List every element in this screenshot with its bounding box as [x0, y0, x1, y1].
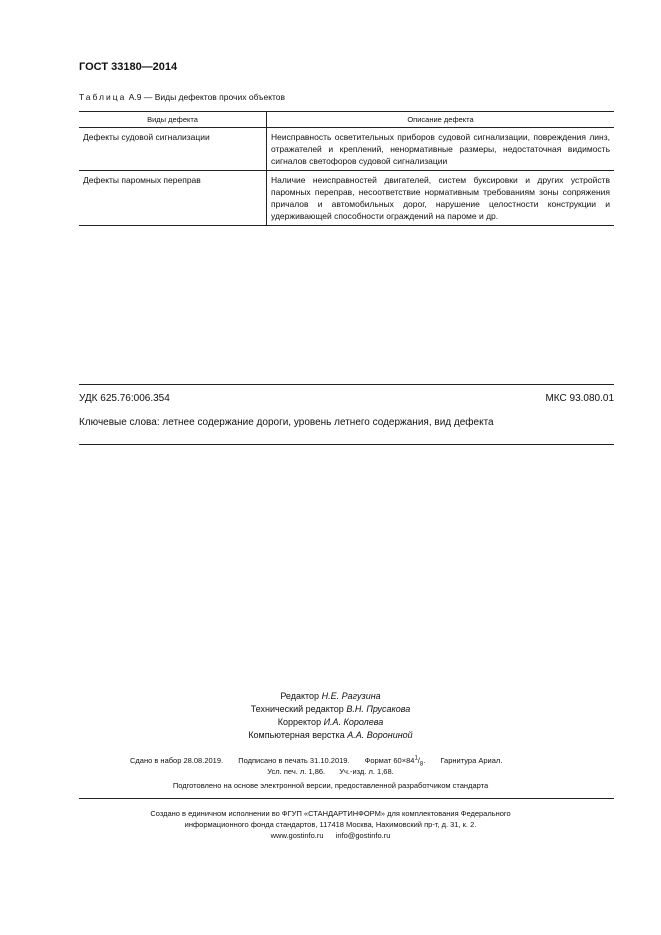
editor-label: Редактор — [280, 691, 320, 701]
table-caption-number: А.9 — [128, 92, 142, 102]
defect-description-cell: Неисправность осветительных приборов судовой сигнализации, повреждения линз, отражателей и креплений, ненормативные размеры, недостаточная видимость сигналов светофоров судовой сигнализации — [267, 128, 615, 171]
publisher-line-2: информационного фонда стандартов, 117418 Москва, Нахимовский пр-т, д. 31, к. 2. — [184, 820, 477, 829]
website-link[interactable]: www.gostinfo.ru — [270, 831, 324, 840]
editor-line — [0, 690, 661, 703]
table-caption-label: Таблица — [79, 92, 127, 102]
divider-top — [79, 384, 614, 385]
sheet-counts — [0, 767, 661, 776]
column-header-defect-type: Виды дефекта — [79, 112, 267, 128]
publication-details — [130, 755, 515, 767]
defect-description-cell: Наличие неисправностей двигателей, систем буксировки и других устройств паромных переправ, несоответствие нормативным требованиям зоны сопряжения причалов и автомобильных дорог, нарушение целостности конструкции и удерживающей способности ограждений на пароме и др. — [267, 171, 615, 226]
table-header-row — [79, 112, 614, 128]
typeface: Гарнитура Ариал. — [440, 755, 503, 765]
credits-block — [0, 690, 661, 742]
editor-name: Н.Е. Рагузина — [321, 691, 381, 701]
divider-bottom — [79, 444, 614, 445]
table-row — [79, 171, 614, 226]
defect-type-cell: Дефекты судовой сигнализации — [79, 128, 267, 171]
table-row — [79, 128, 614, 171]
mks-code: МКС 93.080.01 — [545, 393, 614, 404]
paper-format: Формат $60\times 84^1/_8$. — [364, 755, 426, 767]
publisher-line-1: Создано в единичном исполнении во ФГУП «СТАНДАРТИНФОРМ» для комплектования Федерального — [150, 809, 511, 818]
table-caption — [79, 92, 285, 102]
divider-publication — [79, 798, 614, 799]
format-numerator: 1 — [414, 755, 418, 761]
column-header-defect-description: Описание дефекта — [267, 112, 615, 128]
udk-code: УДК 625.76:006.354 — [79, 393, 170, 404]
publisher-contacts — [0, 830, 661, 841]
prepared-note: Подготовлено на основе электронной версии, предоставленной разработчиком стандарта — [172, 781, 489, 790]
table-caption-title: — Виды дефектов прочих объектов — [143, 92, 286, 102]
print-sheets: Усл. печ. л. 1,86. — [267, 767, 326, 776]
proofreader-name: И.А. Королева — [323, 717, 384, 727]
submitted-date: Сдано в набор 28.08.2019. — [130, 755, 224, 765]
standard-number: ГОСТ 33180—2014 — [79, 61, 178, 73]
tech-editor-line — [0, 703, 661, 716]
tech-editor-name: В.Н. Прусакова — [346, 704, 411, 714]
proofreader-label: Корректор — [277, 717, 322, 727]
layout-label: Компьютерная верстка — [248, 730, 345, 740]
publisher-info — [0, 808, 661, 841]
format-suffix: . — [423, 755, 426, 765]
defects-table — [79, 111, 614, 226]
keywords: Ключевые слова: летнее содержание дороги, уровень летнего содержания, вид дефекта — [79, 417, 494, 428]
tech-editor-label: Технический редактор — [250, 704, 344, 714]
defect-type-cell: Дефекты паромных переправ — [79, 171, 267, 226]
proofreader-line — [0, 716, 661, 729]
email-link[interactable]: info@gostinfo.ru — [335, 831, 391, 840]
format-prefix: Формат 60×84 — [364, 755, 415, 765]
layout-name: А.А. Ворониной — [347, 730, 413, 740]
layout-line — [0, 729, 661, 742]
format-denominator: 8 — [419, 761, 424, 767]
signed-date: Подписано в печать 31.10.2019. — [238, 755, 350, 765]
publishing-sheets: Уч.-изд. л. 1,68. — [339, 767, 394, 776]
